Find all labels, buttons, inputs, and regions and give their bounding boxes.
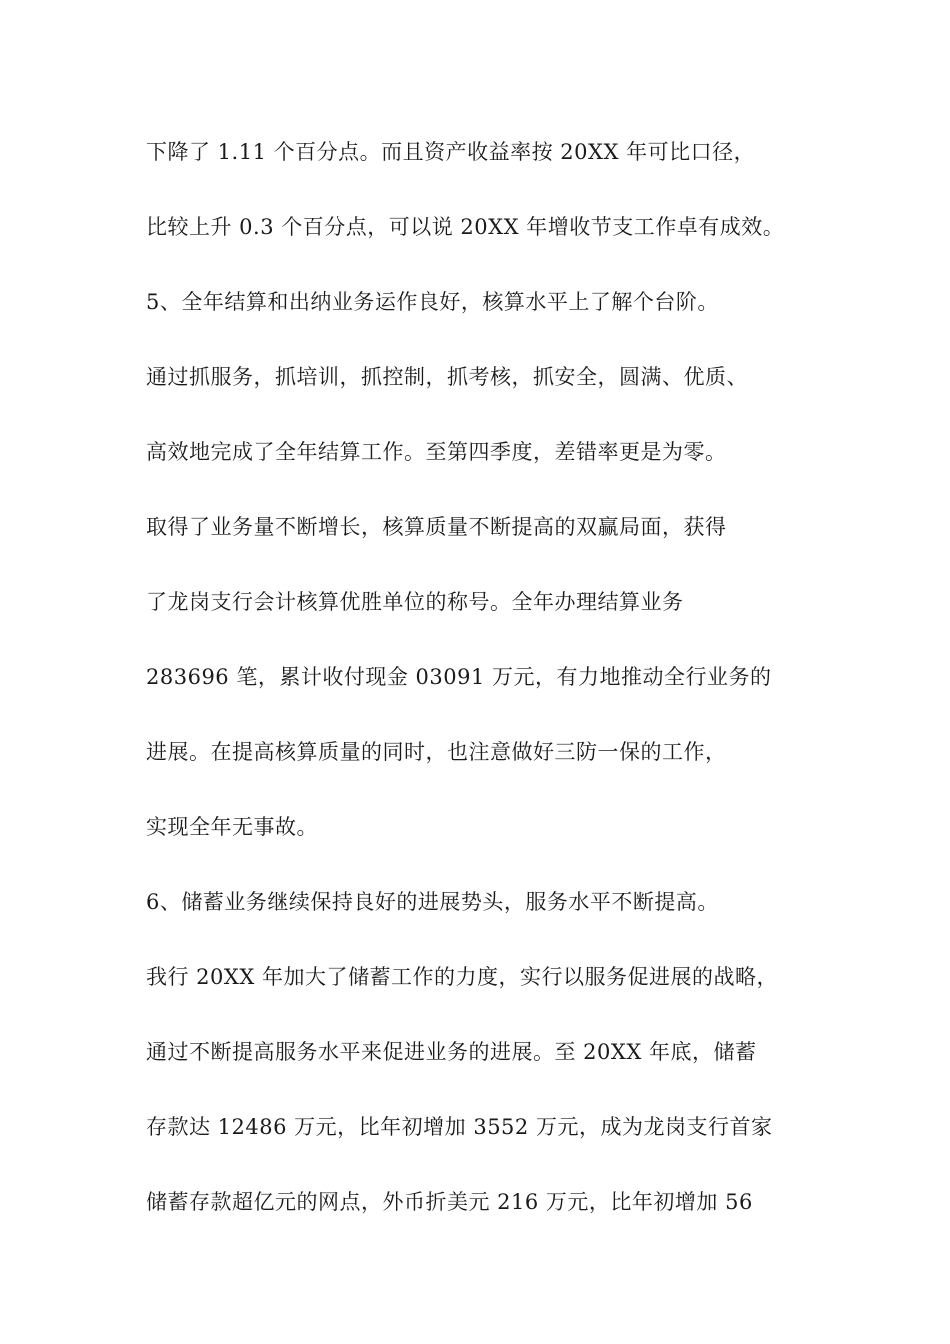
paragraph-line-5: 高效地完成了全年结算工作。至第四季度，差错率更是为零。 — [146, 440, 727, 464]
paragraph-line-6: 取得了业务量不断增长，核算质量不断提高的双赢局面，获得 — [146, 515, 727, 539]
paragraph-line-12: 我行 20XX 年加大了储蓄工作的力度，实行以服务促进展的战略， — [146, 965, 778, 989]
section-heading-6: 6、储蓄业务继续保持良好的进展势头，服务水平不断提高。 — [146, 890, 719, 914]
paragraph-line-4: 通过抓服务，抓培训，抓控制，抓考核，抓安全，圆满、优质、 — [146, 365, 748, 389]
paragraph-line-7: 了龙岗支行会计核算优胜单位的称号。全年办理结算业务 — [146, 590, 684, 614]
section-heading-5: 5、全年结算和出纳业务运作良好，核算水平上了解个台阶。 — [146, 290, 719, 314]
paragraph-line-14: 存款达 12486 万元，比年初增加 3552 万元，成为龙岗支行首家 — [146, 1115, 773, 1139]
paragraph-line-9: 进展。在提高核算质量的同时，也注意做好三防一保的工作， — [146, 740, 727, 764]
paragraph-line-10: 实现全年无事故。 — [146, 815, 318, 839]
paragraph-line-13: 通过不断提高服务水平来促进业务的进展。至 20XX 年底，储蓄 — [146, 1040, 757, 1064]
paragraph-line-1: 下降了 1.11 个百分点。而且资产收益率按 20XX 年可比口径， — [146, 140, 756, 164]
paragraph-line-2: 比较上升 0.3 个百分点，可以说 20XX 年增收节支工作卓有成效。 — [146, 215, 785, 239]
paragraph-line-8: 283696 笔，累计收付现金 03091 万元，有力地推动全行业务的 — [146, 665, 772, 689]
paragraph-line-15: 储蓄存款超亿元的网点，外币折美元 216 万元，比年初增加 56 — [146, 1190, 753, 1214]
